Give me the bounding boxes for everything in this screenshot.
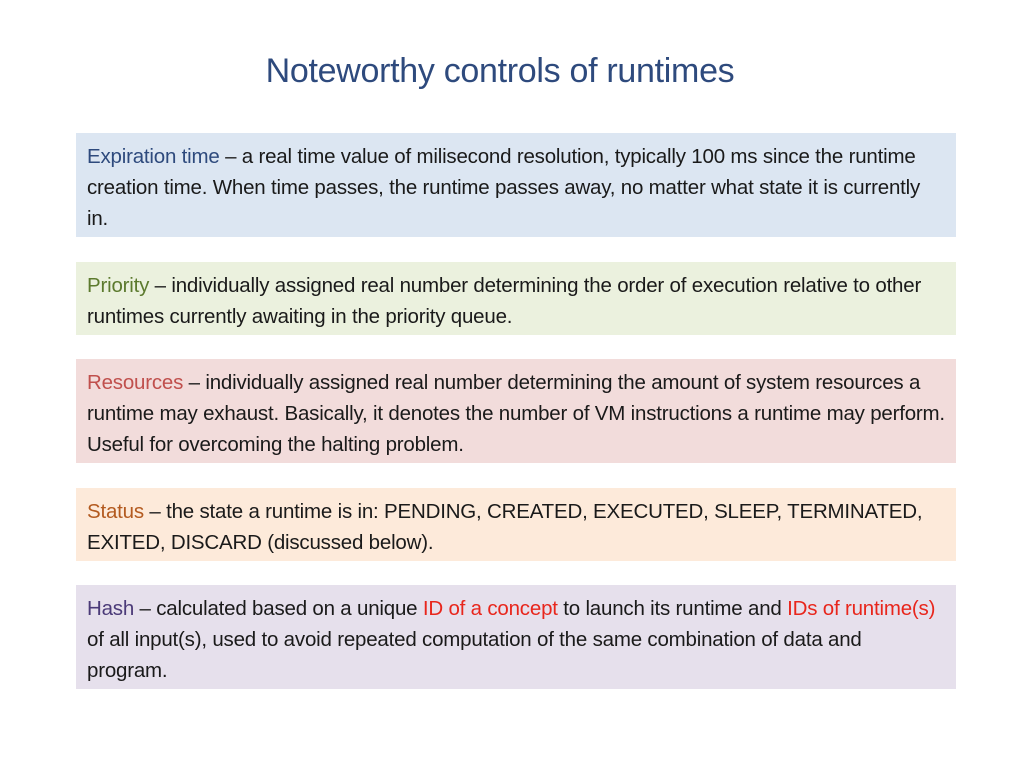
- hash-term: Hash: [87, 597, 135, 620]
- status-box: [76, 488, 956, 561]
- hash-description-part-2: to launch its runtime and: [557, 597, 788, 620]
- resources-description: – individually assigned real number determining the amount of system resources a runtime may exhaust. Basically, it denotes the number of VM instructions a runtime may perform. Useful for overcoming the halting problem.: [87, 371, 945, 456]
- priority-term: Priority: [87, 274, 150, 297]
- status-description: – the state a runtime is in: PENDING, CREATED, EXECUTED, SLEEP, TERMINATED, EXITED, DISCARD (discussed below).: [87, 500, 923, 554]
- hash-box: [76, 585, 956, 689]
- expiration-time-box: [76, 133, 956, 237]
- hash-runtime-ids-highlight: IDs of runtime(s): [787, 597, 936, 620]
- hash-description-part-1: – calculated based on a unique: [134, 597, 423, 620]
- status-term: Status: [87, 500, 144, 523]
- page-title: Noteworthy controls of runtimes: [265, 52, 735, 90]
- resources-term: Resources: [87, 371, 184, 394]
- priority-box: [76, 262, 956, 335]
- expiration-time-description: – a real time value of milisecond resolution, typically 100 ms since the runtime creation time. When time passes, the runtime passes away, no matter what state it is currently in.: [87, 145, 921, 230]
- expiration-time-term: Expiration time: [87, 145, 220, 168]
- priority-description: – individually assigned real number determining the order of execution relative to other runtimes currently awaiting in the priority queue.: [87, 274, 922, 328]
- hash-description-part-3: of all input(s), used to avoid repeated computation of the same combination of data and program.: [87, 628, 862, 682]
- hash-concept-id-highlight: ID of a concept: [422, 597, 558, 620]
- resources-box: [76, 359, 956, 463]
